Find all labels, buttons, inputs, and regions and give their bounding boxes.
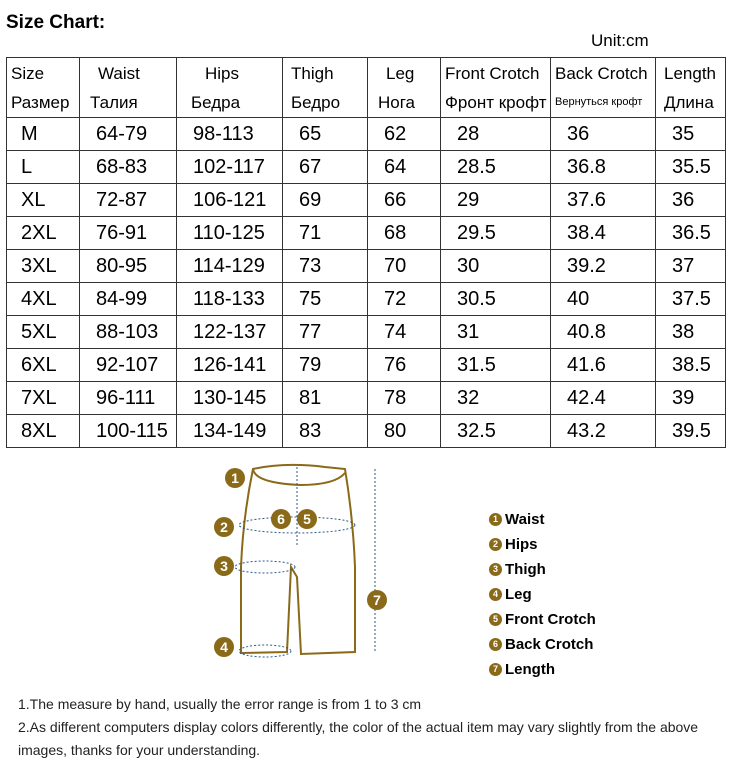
legend-number: 3 bbox=[489, 563, 502, 576]
measure-cell: 81 bbox=[283, 382, 368, 415]
measure-cell: 39.2 bbox=[551, 250, 656, 283]
size-cell: 4XL bbox=[7, 283, 80, 316]
size-cell: L bbox=[7, 151, 80, 184]
measure-cell: 30 bbox=[441, 250, 551, 283]
measure-cell: 38.4 bbox=[551, 217, 656, 250]
table-row bbox=[7, 118, 726, 151]
measure-cell: 35 bbox=[656, 118, 726, 151]
header-leg: Leg Нога bbox=[368, 58, 441, 118]
legend-item bbox=[489, 557, 596, 582]
measure-cell: 65 bbox=[283, 118, 368, 151]
legend-label: Back Crotch bbox=[505, 636, 594, 653]
header-row bbox=[7, 58, 726, 118]
measure-cell: 130-145 bbox=[177, 382, 283, 415]
measure-cell: 37.6 bbox=[551, 184, 656, 217]
measure-cell: 76-91 bbox=[80, 217, 177, 250]
legend-number: 7 bbox=[489, 663, 502, 676]
measure-cell: 70 bbox=[368, 250, 441, 283]
legend-number: 4 bbox=[489, 588, 502, 601]
measure-cell: 64-79 bbox=[80, 118, 177, 151]
measure-cell: 32.5 bbox=[441, 415, 551, 448]
measure-cell: 72-87 bbox=[80, 184, 177, 217]
size-chart-table bbox=[6, 57, 726, 448]
header-hips: Hips Бедра bbox=[177, 58, 283, 118]
measure-cell: 64 bbox=[368, 151, 441, 184]
measure-cell: 67 bbox=[283, 151, 368, 184]
legend-number: 6 bbox=[489, 638, 502, 651]
measure-cell: 80 bbox=[368, 415, 441, 448]
legend-number: 2 bbox=[489, 538, 502, 551]
measure-cell: 38.5 bbox=[656, 349, 726, 382]
measure-cell: 118-133 bbox=[177, 283, 283, 316]
measure-cell: 71 bbox=[283, 217, 368, 250]
table-row bbox=[7, 217, 726, 250]
measure-cell: 31 bbox=[441, 316, 551, 349]
table-row bbox=[7, 283, 726, 316]
measure-cell: 28 bbox=[441, 118, 551, 151]
table-row bbox=[7, 316, 726, 349]
legend-item bbox=[489, 607, 596, 632]
measure-cell: 36.5 bbox=[656, 217, 726, 250]
marker-3: 3 bbox=[220, 558, 228, 574]
measure-cell: 78 bbox=[368, 382, 441, 415]
marker-4: 4 bbox=[220, 639, 228, 655]
header-length: Length Длина bbox=[656, 58, 726, 118]
measure-cell: 29.5 bbox=[441, 217, 551, 250]
measure-cell: 62 bbox=[368, 118, 441, 151]
measure-cell: 84-99 bbox=[80, 283, 177, 316]
size-cell: 2XL bbox=[7, 217, 80, 250]
measure-cell: 92-107 bbox=[80, 349, 177, 382]
unit-label: Unit:cm bbox=[591, 31, 649, 50]
note-2: 2.As different computers display colors differently, the color of the actual item may vary slightly from the above images, thanks for your understanding. bbox=[18, 719, 699, 758]
thigh-line bbox=[235, 561, 295, 573]
measure-cell: 122-137 bbox=[177, 316, 283, 349]
measure-cell: 39 bbox=[656, 382, 726, 415]
measure-cell: 126-141 bbox=[177, 349, 283, 382]
measure-cell: 98-113 bbox=[177, 118, 283, 151]
measure-cell: 38 bbox=[656, 316, 726, 349]
marker-7: 7 bbox=[373, 592, 381, 608]
legend-number: 1 bbox=[489, 513, 502, 526]
legend-label: Leg bbox=[505, 586, 532, 603]
legend-item bbox=[489, 507, 596, 532]
table-row bbox=[7, 151, 726, 184]
size-cell: XL bbox=[7, 184, 80, 217]
measure-cell: 28.5 bbox=[441, 151, 551, 184]
header-front-crotch: Front Crotch Фронт крофт bbox=[441, 58, 551, 118]
header-size: Size Размер bbox=[7, 58, 80, 118]
legend-label: Front Crotch bbox=[505, 611, 596, 628]
measure-cell: 75 bbox=[283, 283, 368, 316]
measure-cell: 96-111 bbox=[80, 382, 177, 415]
size-cell: 5XL bbox=[7, 316, 80, 349]
legend-label: Length bbox=[505, 661, 555, 678]
legend-label: Hips bbox=[505, 536, 538, 553]
measure-cell: 106-121 bbox=[177, 184, 283, 217]
leg-line bbox=[239, 645, 291, 657]
marker-1: 1 bbox=[231, 470, 239, 486]
measure-cell: 114-129 bbox=[177, 250, 283, 283]
measure-cell: 30.5 bbox=[441, 283, 551, 316]
table-body bbox=[7, 118, 726, 448]
marker-5: 5 bbox=[303, 511, 311, 527]
measure-cell: 68 bbox=[368, 217, 441, 250]
measure-cell: 74 bbox=[368, 316, 441, 349]
measure-cell: 36 bbox=[656, 184, 726, 217]
measure-cell: 42.4 bbox=[551, 382, 656, 415]
measure-cell: 31.5 bbox=[441, 349, 551, 382]
legend-label: Thigh bbox=[505, 561, 546, 578]
measure-cell: 83 bbox=[283, 415, 368, 448]
measure-cell: 77 bbox=[283, 316, 368, 349]
measure-cell: 68-83 bbox=[80, 151, 177, 184]
size-cell: 7XL bbox=[7, 382, 80, 415]
table-row bbox=[7, 382, 726, 415]
header-thigh: Thigh Бедро bbox=[283, 58, 368, 118]
measure-cell: 102-117 bbox=[177, 151, 283, 184]
pants-outline bbox=[241, 465, 355, 654]
legend-item bbox=[489, 657, 596, 682]
table-row bbox=[7, 349, 726, 382]
measure-cell: 32 bbox=[441, 382, 551, 415]
measure-cell: 29 bbox=[441, 184, 551, 217]
measurement-legend bbox=[489, 507, 596, 682]
measure-cell: 100-115 bbox=[80, 415, 177, 448]
legend-number: 5 bbox=[489, 613, 502, 626]
legend-item bbox=[489, 532, 596, 557]
measure-cell: 40.8 bbox=[551, 316, 656, 349]
measure-cell: 88-103 bbox=[80, 316, 177, 349]
marker-6: 6 bbox=[277, 511, 285, 527]
measure-cell: 36.8 bbox=[551, 151, 656, 184]
measure-cell: 37 bbox=[656, 250, 726, 283]
measure-cell: 80-95 bbox=[80, 250, 177, 283]
measure-cell: 73 bbox=[283, 250, 368, 283]
measure-cell: 39.5 bbox=[656, 415, 726, 448]
measure-cell: 40 bbox=[551, 283, 656, 316]
measure-cell: 35.5 bbox=[656, 151, 726, 184]
table-row bbox=[7, 415, 726, 448]
measure-cell: 36 bbox=[551, 118, 656, 151]
size-cell: 3XL bbox=[7, 250, 80, 283]
note-1: 1.The measure by hand, usually the error range is from 1 to 3 cm bbox=[18, 696, 422, 712]
measure-cell: 72 bbox=[368, 283, 441, 316]
measure-cell: 41.6 bbox=[551, 349, 656, 382]
waistband bbox=[253, 469, 345, 485]
header-back-crotch: Back Crotch Вернуться крофт bbox=[551, 58, 656, 118]
legend-item bbox=[489, 582, 596, 607]
notes bbox=[18, 693, 738, 762]
measure-cell: 43.2 bbox=[551, 415, 656, 448]
header-waist: Waist Талия bbox=[80, 58, 177, 118]
table-row bbox=[7, 250, 726, 283]
measure-cell: 69 bbox=[283, 184, 368, 217]
legend-item bbox=[489, 632, 596, 657]
legend-label: Waist bbox=[505, 511, 545, 528]
marker-2: 2 bbox=[220, 519, 228, 535]
measure-cell: 76 bbox=[368, 349, 441, 382]
measure-cell: 66 bbox=[368, 184, 441, 217]
measure-cell: 79 bbox=[283, 349, 368, 382]
pants-diagram bbox=[205, 457, 415, 672]
page-title: Size Chart: bbox=[6, 12, 106, 33]
measure-cell: 37.5 bbox=[656, 283, 726, 316]
measure-cell: 110-125 bbox=[177, 217, 283, 250]
size-cell: 8XL bbox=[7, 415, 80, 448]
measure-cell: 134-149 bbox=[177, 415, 283, 448]
table-row bbox=[7, 184, 726, 217]
size-cell: 6XL bbox=[7, 349, 80, 382]
size-cell: M bbox=[7, 118, 80, 151]
